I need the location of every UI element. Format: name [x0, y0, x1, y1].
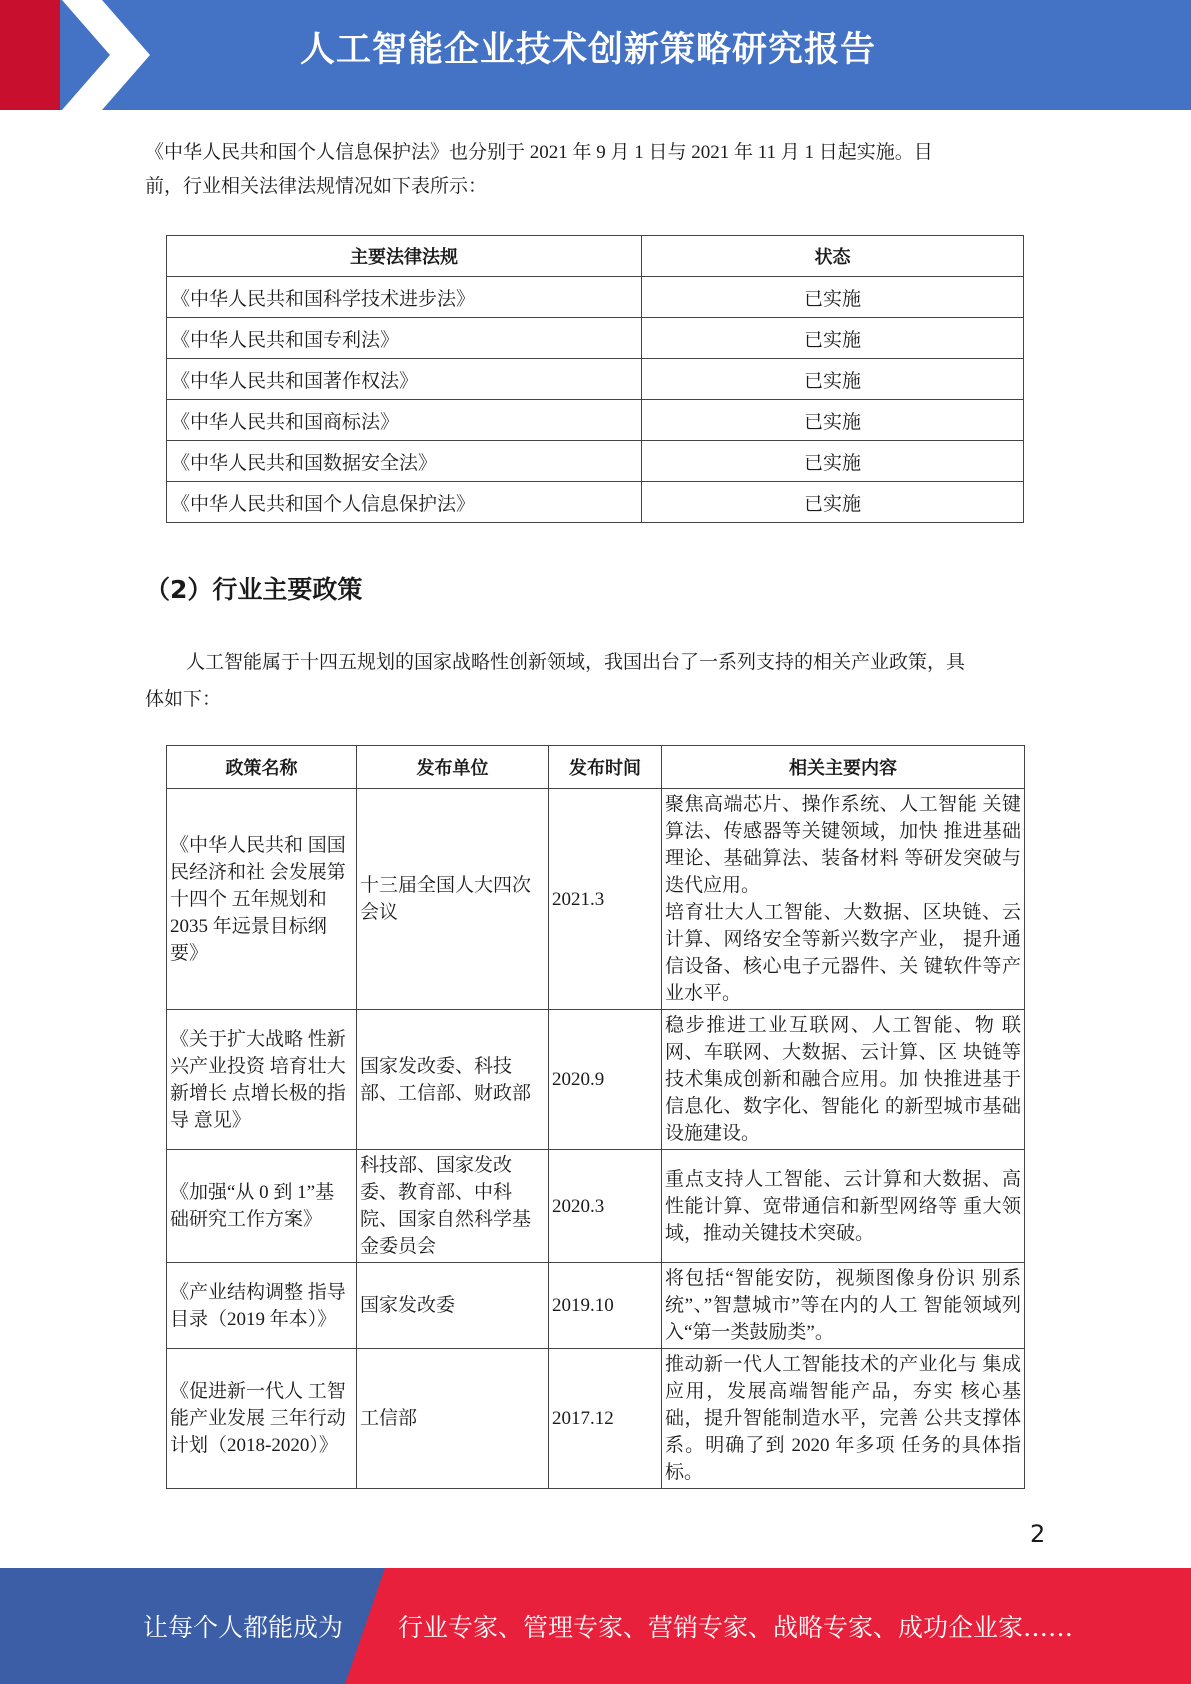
intro-line-2: 前，行业相关法律法规情况如下表所示： [145, 176, 488, 197]
table-row [167, 1263, 1025, 1349]
footer-slogan-right: 行业专家、管理专家、营销专家、战略专家、成功企业家…… [398, 1613, 1074, 1642]
table-row [167, 359, 1024, 400]
policy-date: 2020.3 [549, 1150, 662, 1263]
laws-col-status-header: 状态 [642, 236, 1024, 277]
intro-line-1: 《中华人民共和国个人信息保护法》也分别于 2021 年 9 月 1 日与 2021 年 11 月 1 日起实施。目 [145, 142, 933, 163]
policy-date: 2021.3 [549, 789, 662, 1010]
chevron-decoration-icon [62, 0, 152, 110]
policy-table-header-row [167, 746, 1025, 789]
policy-name: 《中华人民共和 国国民经济和社 会发展第十四个 五年规划和 2035 年远景目标纲要》 [167, 789, 357, 1010]
table-row [167, 1150, 1025, 1263]
table-row [167, 1010, 1025, 1150]
table-row [167, 277, 1024, 318]
policy-content: 推动新一代人工智能技术的产业化与 集成应用，发展高端智能产品，夯实 核心基础，提升智能制造水平，完善 公共支撑体系。明确了到 2020 年多项 任务的具体指标。 [662, 1349, 1025, 1489]
policy-content: 重点支持人工智能、云计算和大数据、高性能计算、宽带通信和新型网络等 重大领域，推动关键技术突破。 [662, 1150, 1025, 1263]
policy-col-content-header: 相关主要内容 [662, 746, 1025, 789]
section-heading: （2）行业主要政策 [145, 575, 363, 604]
policy-name: 《产业结构调整 指导目录（2019 年本）》 [167, 1263, 357, 1349]
policy-unit: 工信部 [357, 1349, 549, 1489]
table-row [167, 400, 1024, 441]
policy-col-date-header: 发布时间 [549, 746, 662, 789]
policy-col-name-header: 政策名称 [167, 746, 357, 789]
policy-name: 《关于扩大战略 性新兴产业投资 培育壮大新增长 点增长极的指导 意见》 [167, 1010, 357, 1150]
law-name: 《中华人民共和国科学技术进步法》 [167, 277, 642, 318]
policy-content: 聚焦高端芯片、操作系统、人工智能 关键算法、传感器等关键领域，加快 推进基础理论、基础算法、装备材料 等研发突破与迭代应用。 培育壮大人工智能、大数据、区块链、云计算、网络安全等新兴数字产业， 提升通信设备、核心电子元器件、关 键软件等产业水平。 [662, 789, 1025, 1010]
table-row [167, 789, 1025, 1010]
policy-content: 将包括“智能安防，视频图像身份识 别系统”、”智慧城市”等在内的人工 智能领域列入“第一类鼓励类”。 [662, 1263, 1025, 1349]
law-status: 已实施 [642, 482, 1024, 523]
law-status: 已实施 [642, 277, 1024, 318]
table-row [167, 318, 1024, 359]
policy-name: 《加强“从 0 到 1”基础研究工作方案》 [167, 1150, 357, 1263]
header-red-block [0, 0, 60, 110]
laws-col-name-header: 主要法律法规 [167, 236, 642, 277]
law-status: 已实施 [642, 318, 1024, 359]
table-row [167, 482, 1024, 523]
page-footer-banner [0, 1568, 1191, 1684]
policy-unit: 科技部、国家发改委、教育部、中科院、国家自然科学基金委员会 [357, 1150, 549, 1263]
law-status: 已实施 [642, 400, 1024, 441]
policy-unit: 十三届全国人大四次会议 [357, 789, 549, 1010]
law-name: 《中华人民共和国个人信息保护法》 [167, 482, 642, 523]
law-name: 《中华人民共和国著作权法》 [167, 359, 642, 400]
policy-unit: 国家发改委、科技部、工信部、财政部 [357, 1010, 549, 1150]
policy-name: 《促进新一代人 工智能产业发展 三年行动计划（2018-2020）》 [167, 1349, 357, 1489]
report-title: 人工智能企业技术创新策略研究报告 [300, 30, 877, 70]
law-name: 《中华人民共和国专利法》 [167, 318, 642, 359]
laws-table-header-row [167, 236, 1024, 277]
table-row [167, 1349, 1025, 1489]
law-status: 已实施 [642, 359, 1024, 400]
law-status: 已实施 [642, 441, 1024, 482]
policy-table [166, 745, 1025, 1489]
policy-col-unit-header: 发布单位 [357, 746, 549, 789]
policy-content: 稳步推进工业互联网、人工智能、物 联网、车联网、大数据、云计算、区 块链等技术集成创新和融合应用。加 快推进基于信息化、数字化、智能化 的新型城市基础设施建设。 [662, 1010, 1025, 1150]
table-row [167, 441, 1024, 482]
law-name: 《中华人民共和国数据安全法》 [167, 441, 642, 482]
law-name: 《中华人民共和国商标法》 [167, 400, 642, 441]
policy-date: 2019.10 [549, 1263, 662, 1349]
page-number: 2 [1030, 1520, 1046, 1548]
footer-slogan-left: 让每个人都能成为 [143, 1613, 344, 1642]
laws-table [166, 235, 1024, 523]
policy-intro-line-1: 人工智能属于十四五规划的国家战略性创新领域，我国出台了一系列支持的相关产业政策，具 [186, 652, 966, 673]
policy-date: 2017.12 [549, 1349, 662, 1489]
page-header-banner [0, 0, 1191, 110]
policy-unit: 国家发改委 [357, 1263, 549, 1349]
policy-intro-line-2: 体如下： [145, 689, 222, 710]
policy-date: 2020.9 [549, 1010, 662, 1150]
